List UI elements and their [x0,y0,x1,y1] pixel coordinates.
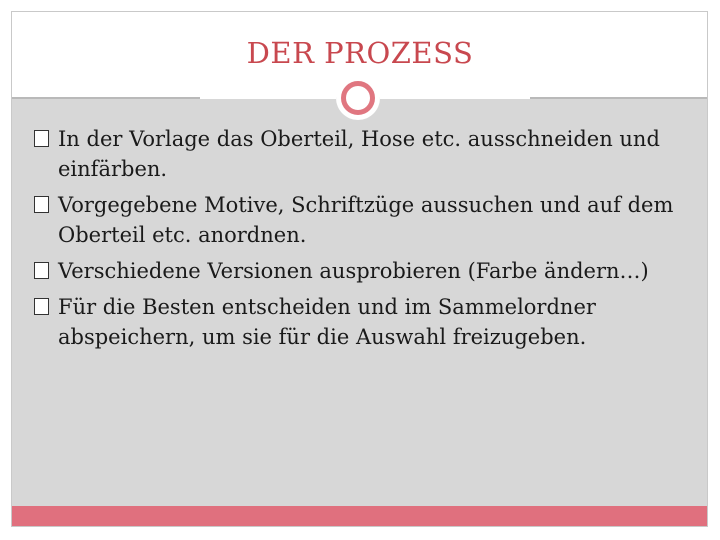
footer-accent-bar [12,506,707,526]
bullet-box-icon [34,130,49,147]
bullet-box-icon [34,196,49,213]
bullet-text: Verschiedene Versionen ausprobieren (Farbe ändern…) [58,259,649,283]
circle-ornament-icon [341,81,375,115]
bullet-text: Vorgegebene Motive, Schriftzüge aussuchen und auf dem Oberteil etc. anordnen. [58,193,674,247]
slide-title: DER PROZESS [246,36,474,70]
divider-highlight-left [200,97,336,99]
bullet-list [34,124,694,358]
bullet-item [34,292,694,352]
bullet-text: In der Vorlage das Oberteil, Hose etc. ausschneiden und einfärben. [58,127,660,181]
divider-highlight-right [380,97,530,99]
bullet-item [34,256,694,286]
bullet-box-icon [34,262,49,279]
bullet-box-icon [34,298,49,315]
bullet-item [34,190,694,250]
bullet-text: Für die Besten entscheiden und im Sammelordner abspeichern, um sie für die Auswahl freizugeben. [58,295,596,349]
bullet-item [34,124,694,184]
